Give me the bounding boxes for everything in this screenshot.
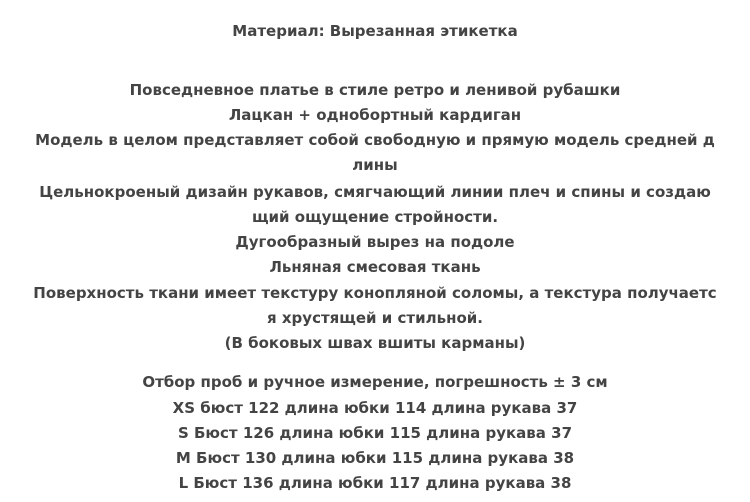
description-line: Льняная смесовая ткань	[269, 258, 481, 276]
size-row-l: L Бюст 136 длина юбки 117 длина рукава 38	[178, 474, 572, 492]
size-row-xs: XS бюст 122 длина юбки 114 длина рукава 37	[172, 399, 578, 417]
description-line: лины	[352, 156, 398, 174]
description-line: Лацкан + однобортный кардиган	[228, 106, 522, 124]
size-row-m: M Бюст 130 длина юбки 115 длина рукава 38	[175, 449, 575, 467]
size-row-s: S Бюст 126 длина юбки 115 длина рукава 37	[177, 424, 573, 442]
description-line: щий ощущение стройности.	[251, 208, 499, 226]
description-line: Модель в целом представляет собой свободную и прямую модель средней д	[35, 131, 715, 149]
measurement-note: Отбор проб и ручное измерение, погрешность ± 3 см	[142, 373, 608, 391]
description-line: Повседневное платье в стиле ретро и ленивой рубашки	[129, 81, 621, 99]
description-line: я хрустящей и стильной.	[267, 309, 483, 327]
description-line: Цельнокроеный дизайн рукавов, смягчающий линии плеч и спины и создаю	[39, 183, 711, 201]
description-line: Поверхность ткани имеет текстуру конопляной соломы, а текстура получаетс	[33, 284, 717, 302]
description-line: Дугообразный вырез на подоле	[235, 233, 515, 251]
description-line: (В боковых швах вшиты карманы)	[224, 334, 526, 352]
material-line: Материал: Вырезанная этикетка	[232, 22, 518, 40]
